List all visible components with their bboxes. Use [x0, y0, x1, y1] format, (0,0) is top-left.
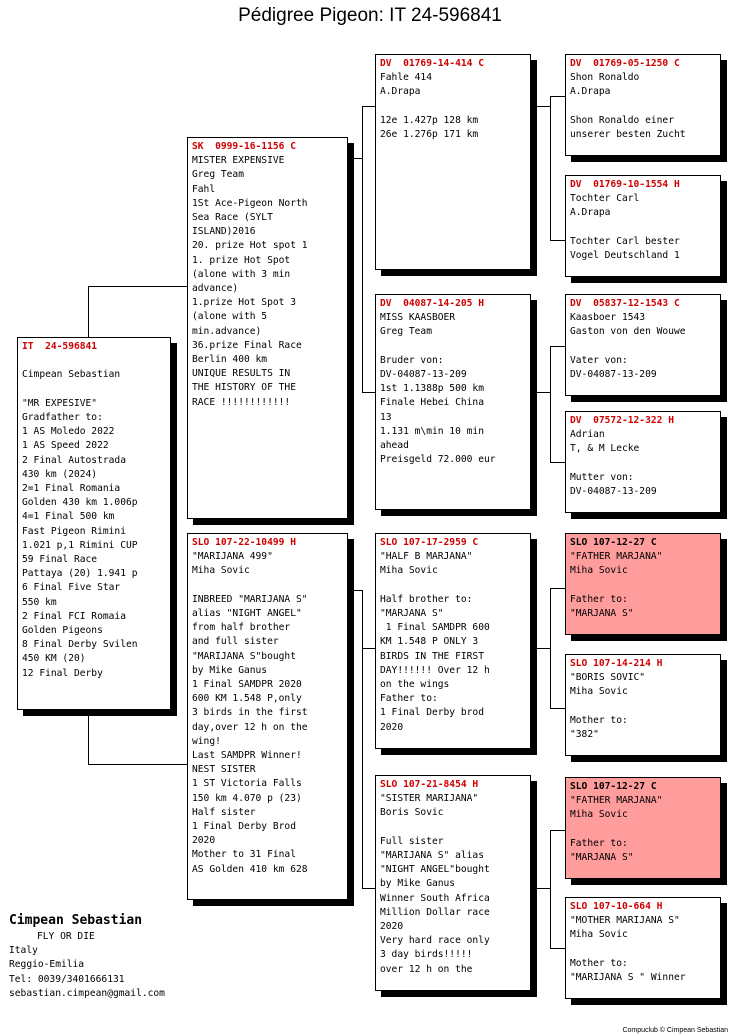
- pedigree-text-line: Very hard race only: [380, 935, 490, 947]
- ring-number: SLO 107-14-214 H: [570, 658, 663, 669]
- pedigree-text-line: 2020: [380, 721, 404, 733]
- connector-line: [550, 96, 551, 240]
- pedigree-text-line: "MARIJANA S" alias: [380, 850, 484, 861]
- pedigree-text-line: 4=1 Final 500 km: [22, 511, 115, 523]
- pedigree-text-line: (alone with 5: [192, 311, 268, 323]
- pedigree-text-line: Miha Sovic: [380, 565, 438, 577]
- pedigree-text-line: Fast Pigeon Rimini: [22, 525, 126, 537]
- connector-line: [550, 830, 565, 831]
- pedigree-text-line: Miha Sovic: [570, 809, 628, 821]
- pedigree-text-line: 3 birds in the first: [192, 707, 308, 719]
- pedigree-text-line: 59 Final Race: [22, 554, 98, 566]
- connector-line: [362, 106, 376, 107]
- pedigree-text-line: INBREED "MARIJANA S": [192, 593, 308, 605]
- pedigree-text-line: Miha Sovic: [570, 686, 628, 698]
- pedigree-card-dam-sire: [375, 533, 531, 749]
- pedigree-text-line: 1. prize Hot Spot: [192, 254, 291, 266]
- pedigree-card-dam-dam-dam: [565, 897, 721, 999]
- pedigree-text-line: MISTER EXPENSIVE: [192, 155, 285, 167]
- pedigree-text-line: "HALF B MARJANA": [380, 551, 473, 563]
- pedigree-text-line: "MARJANA S": [570, 852, 634, 863]
- owner-name: Cimpean Sebastian: [9, 913, 143, 928]
- connector-line: [536, 392, 550, 393]
- pedigree-text-line: DAY!!!!!! Over 12 h: [380, 664, 490, 676]
- pedigree-text-line: DV-04087-13-209: [570, 369, 657, 380]
- connector-line: [88, 716, 89, 764]
- pedigree-text-line: DV-04087-13-209: [570, 486, 657, 497]
- connector-line: [550, 346, 551, 462]
- connector-line: [362, 648, 376, 649]
- owner-country: Italy: [9, 945, 38, 957]
- connector-line: [88, 286, 187, 287]
- connector-line: [536, 106, 550, 107]
- pedigree-text-line: on the wings: [380, 679, 450, 691]
- ring-number: SK 0999-16-1156 C: [192, 141, 296, 152]
- pedigree-text-line: A.Drapa: [570, 207, 611, 219]
- pedigree-text-line: (alone with 3 min: [192, 268, 291, 280]
- pedigree-text-line: Vater von:: [570, 354, 628, 366]
- pedigree-text-line: DV-04087-13-209: [380, 369, 467, 380]
- pedigree-card-sire-dam: [375, 294, 531, 510]
- pedigree-text-line: [192, 579, 343, 593]
- pedigree-text-line: and full sister: [192, 636, 279, 648]
- connector-line: [550, 588, 565, 589]
- pedigree-text-line: Shon Ronaldo: [570, 72, 640, 84]
- pedigree-text-line: KM 1.548 P ONLY 3: [380, 636, 479, 648]
- pedigree-text-line: 3 day birds!!!!!: [380, 949, 473, 961]
- pedigree-text-line: Winner South Africa: [380, 892, 490, 904]
- ring-number: DV 01769-14-414 C: [380, 58, 484, 69]
- pedigree-text-line: "MARIJANA S"bought: [192, 650, 296, 662]
- connector-line: [550, 462, 565, 463]
- connector-line: [348, 590, 363, 591]
- connector-line: [362, 590, 363, 888]
- pedigree-card-sire-sire: [375, 54, 531, 270]
- pedigree-card-sire: [187, 137, 348, 519]
- pedigree-text-line: [22, 383, 166, 397]
- pedigree-card-dam: [187, 533, 348, 900]
- pedigree-text-line: Fahl: [192, 183, 216, 195]
- pedigree-text-line: 1 AS Speed 2022: [22, 440, 109, 452]
- pedigree-text-line: alias "NIGHT ANGEL": [192, 608, 302, 619]
- pedigree-text-line: Father to:: [570, 837, 628, 849]
- pedigree-text-line: 1 Final SAMDPR 600: [380, 622, 490, 634]
- owner-city: Reggio-Emilia: [9, 959, 85, 971]
- pedigree-text-line: [380, 821, 526, 835]
- connector-line: [550, 346, 565, 347]
- owner-info: [9, 912, 165, 1001]
- pedigree-text-line: Half sister: [192, 806, 256, 818]
- pedigree-text-line: "BORIS SOVIC": [570, 672, 646, 684]
- pedigree-card-dam-sire-dam: [565, 654, 721, 756]
- pedigree-card-subject: [17, 337, 171, 710]
- pedigree-text-line: 1 AS Moledo 2022: [22, 426, 115, 438]
- pedigree-card-sire-sire-dam: [565, 175, 721, 277]
- ring-number: SLO 107-10-664 H: [570, 901, 663, 912]
- pedigree-text-line: [22, 354, 166, 368]
- pedigree-text-line: Greg Team: [192, 169, 244, 181]
- pedigree-text-line: 2=1 Final Romania: [22, 483, 121, 494]
- pedigree-text-line: 1 Final Derby Brod: [192, 821, 296, 833]
- pedigree-text-line: 36.prize Final Race: [192, 339, 302, 351]
- ring-number: SLO 107-21-8454 H: [380, 779, 479, 790]
- pedigree-text-line: Greg Team: [380, 326, 432, 338]
- connector-line: [550, 948, 565, 949]
- pedigree-text-line: Mutter von:: [570, 471, 634, 483]
- connector-line: [362, 106, 363, 392]
- pedigree-text-line: MISS KAASBOER: [380, 312, 456, 324]
- pedigree-text-line: 550 km: [22, 596, 57, 608]
- pedigree-text-line: "MARJANA S": [380, 608, 444, 619]
- connector-line: [536, 888, 550, 889]
- pedigree-text-line: Pattaya (20) 1.941 p: [22, 568, 138, 580]
- pedigree-text-line: Mother to:: [570, 714, 628, 726]
- ring-number: DV 01769-10-1554 H: [570, 179, 680, 190]
- pedigree-text-line: Gaston von den Wouwe: [570, 326, 686, 338]
- connector-line: [536, 648, 550, 649]
- pedigree-text-line: 1st 1.1388p 500 km: [380, 383, 484, 395]
- pedigree-text-line: 2020: [192, 835, 216, 847]
- connector-line: [362, 888, 376, 889]
- pedigree-text-line: 600 KM 1.548 P,only: [192, 693, 302, 705]
- pedigree-text-line: "NIGHT ANGEL"bought: [380, 864, 490, 876]
- pedigree-text-line: 8 Final Derby Svilen: [22, 639, 138, 651]
- pedigree-text-line: [570, 340, 716, 354]
- owner-motto: FLY OR DIE: [37, 931, 95, 942]
- pedigree-text-line: A.Drapa: [380, 86, 421, 98]
- ring-number: SLO 107-12-27 C: [570, 537, 657, 548]
- pedigree-text-line: Kaasboer 1543: [570, 312, 646, 324]
- pedigree-card-dam-sire-sire: [565, 533, 721, 635]
- pedigree-text-line: wing!: [192, 735, 221, 747]
- pedigree-text-line: Vogel Deutschland 1: [570, 250, 680, 261]
- pedigree-text-line: A.Drapa: [570, 86, 611, 98]
- pedigree-text-line: Mother to 31 Final: [192, 849, 296, 861]
- pedigree-text-line: 20. prize Hot spot 1: [192, 240, 308, 252]
- owner-email[interactable]: sebastian.cimpean@gmail.com: [9, 987, 165, 999]
- pedigree-text-line: NEST SISTER: [192, 764, 256, 776]
- pedigree-text-line: T, & M Lecke: [570, 443, 640, 455]
- pedigree-card-sire-dam-dam: [565, 411, 721, 513]
- ring-number: DV 05837-12-1543 C: [570, 298, 680, 309]
- pedigree-text-line: day,over 12 h on the: [192, 721, 308, 733]
- connector-line: [348, 158, 363, 159]
- pedigree-text-line: THE HISTORY OF THE: [192, 382, 296, 394]
- connector-line: [550, 240, 565, 241]
- pedigree-text-line: 2 Final FCI Romaia: [22, 610, 126, 622]
- connector-line: [88, 286, 89, 342]
- copyright-text: Compuclub © Cimpean Sebastian: [622, 1027, 728, 1034]
- pedigree-card-dam-dam: [375, 775, 531, 991]
- pedigree-text-line: Fahle 414: [380, 72, 432, 84]
- pedigree-text-line: by Mike Ganus: [192, 664, 268, 676]
- pedigree-text-line: Mother to:: [570, 957, 628, 969]
- pedigree-text-line: "MARJANA S": [570, 608, 634, 619]
- pedigree-text-line: Bruder von:: [380, 354, 444, 366]
- pedigree-text-line: [570, 700, 716, 714]
- pedigree-text-line: Berlin 400 km: [192, 354, 268, 366]
- pedigree-text-line: over 12 h on the: [380, 963, 473, 975]
- pedigree-text-line: "SISTER MARIJANA": [380, 793, 479, 805]
- pedigree-text-line: 12 Final Derby: [22, 667, 103, 679]
- pedigree-text-line: 1 Final Derby brod: [380, 707, 484, 719]
- pedigree-text-line: unserer besten Zucht: [570, 129, 686, 140]
- pedigree-text-line: Golden Pigeons: [22, 625, 103, 637]
- pedigree-text-line: [380, 579, 526, 593]
- pedigree-text-line: [570, 457, 716, 471]
- pedigree-text-line: 1.131 m\min 10 min: [380, 425, 484, 437]
- pedigree-text-line: Tochter Carl bester: [570, 235, 680, 247]
- pedigree-text-line: "FATHER MARJANA": [570, 551, 663, 563]
- pedigree-text-line: [570, 221, 716, 235]
- pedigree-text-line: by Mike Ganus: [380, 878, 456, 890]
- pedigree-text-line: 1St Ace-Pigeon North: [192, 197, 308, 209]
- pedigree-text-line: from half brother: [192, 622, 291, 634]
- pedigree-text-line: Finale Hebei China: [380, 397, 484, 409]
- pedigree-text-line: Miha Sovic: [192, 565, 250, 577]
- pedigree-text-line: Full sister: [380, 835, 444, 847]
- pedigree-text-line: 1.prize Hot Spot 3: [192, 297, 296, 309]
- pedigree-card-sire-sire-sire: [565, 54, 721, 156]
- pedigree-text-line: 26e 1.276p 171 km: [380, 129, 479, 140]
- pedigree-text-line: [380, 340, 526, 354]
- pedigree-text-line: "MARIJANA S " Winner: [570, 972, 686, 983]
- pedigree-text-line: Adrian: [570, 429, 605, 441]
- pedigree-text-line: 6 Final Five Star: [22, 582, 121, 594]
- pedigree-text-line: Cimpean Sebastian: [22, 369, 121, 381]
- pedigree-text-line: [380, 100, 526, 114]
- connector-line: [550, 708, 565, 709]
- pedigree-text-line: [570, 823, 716, 837]
- connector-line: [550, 96, 565, 97]
- pedigree-text-line: Gradfather to:: [22, 411, 103, 423]
- pedigree-text-line: 430 km (2024): [22, 468, 98, 480]
- ring-number: DV 04087-14-205 H: [380, 298, 484, 309]
- pedigree-text-line: BIRDS IN THE FIRST: [380, 650, 484, 662]
- pedigree-text-line: Father to:: [380, 693, 438, 705]
- pedigree-text-line: Miha Sovic: [570, 565, 628, 577]
- pedigree-text-line: UNIQUE RESULTS IN: [192, 368, 291, 380]
- pedigree-text-line: 1.021 p,1 Rimini CUP: [22, 539, 138, 551]
- ring-number: SLO 107-22-10499 H: [192, 537, 296, 548]
- pedigree-text-line: [570, 100, 716, 114]
- pedigree-text-line: Golden 430 km 1.006p: [22, 497, 138, 509]
- pedigree-text-line: advance): [192, 283, 239, 295]
- pedigree-text-line: "382": [570, 729, 599, 740]
- connector-line: [362, 392, 376, 393]
- pedigree-text-line: "MOTHER MARIJANA S": [570, 915, 680, 927]
- pedigree-text-line: 1 Final SAMDPR 2020: [192, 679, 302, 691]
- pedigree-text-line: 2020: [380, 921, 404, 933]
- pedigree-text-line: 12e 1.427p 128 km: [380, 114, 479, 126]
- page-title: Pédigree Pigeon: IT 24-596841: [238, 5, 502, 26]
- ring-number: DV 01769-05-1250 C: [570, 58, 680, 69]
- pedigree-text-line: Million Dollar race: [380, 906, 490, 918]
- ring-number: SLO 107-12-27 C: [570, 781, 657, 792]
- pedigree-text-line: 1 ST Victoria Falls: [192, 778, 302, 790]
- pedigree-text-line: RACE !!!!!!!!!!!!: [192, 396, 291, 408]
- pedigree-text-line: "MR EXPESIVE": [22, 397, 98, 409]
- connector-line: [550, 588, 551, 708]
- pedigree-text-line: ahead: [380, 440, 409, 452]
- ring-number: IT 24-596841: [22, 341, 98, 352]
- pedigree-text-line: min.advance): [192, 325, 262, 337]
- pedigree-text-line: AS Golden 410 km 628: [192, 863, 308, 875]
- pedigree-text-line: Boris Sovic: [380, 807, 444, 819]
- pedigree-text-line: Father to:: [570, 593, 628, 605]
- pedigree-text-line: Preisgeld 72.000 eur: [380, 454, 496, 466]
- connector-line: [550, 830, 551, 948]
- pedigree-text-line: 150 km 4.070 p (23): [192, 792, 302, 804]
- pedigree-text-line: [570, 943, 716, 957]
- pedigree-text-line: Half brother to:: [380, 593, 473, 605]
- connector-line: [88, 764, 187, 765]
- pedigree-card-dam-dam-sire: [565, 777, 721, 879]
- pedigree-text-line: 13: [380, 411, 392, 423]
- pedigree-text-line: "MARIJANA 499": [192, 551, 273, 563]
- pedigree-text-line: Shon Ronaldo einer: [570, 114, 674, 126]
- pedigree-text-line: 450 KM (20): [22, 653, 86, 665]
- pedigree-text-line: Last SAMDPR Winner!: [192, 750, 302, 762]
- ring-number: DV 07572-12-322 H: [570, 415, 674, 426]
- pedigree-card-sire-dam-sire: [565, 294, 721, 396]
- pedigree-text-line: Miha Sovic: [570, 929, 628, 941]
- pedigree-text-line: 2 Final Autostrada: [22, 454, 126, 466]
- pedigree-text-line: [570, 579, 716, 593]
- pedigree-text-line: Tochter Carl: [570, 193, 640, 205]
- owner-phone: Tel: 0039/3401666131: [9, 973, 125, 985]
- pedigree-text-line: ISLAND)2016: [192, 226, 256, 238]
- ring-number: SLO 107-17-2959 C: [380, 537, 479, 548]
- pedigree-text-line: Sea Race (SYLT: [192, 212, 273, 224]
- pedigree-text-line: "FATHER MARJANA": [570, 795, 663, 807]
